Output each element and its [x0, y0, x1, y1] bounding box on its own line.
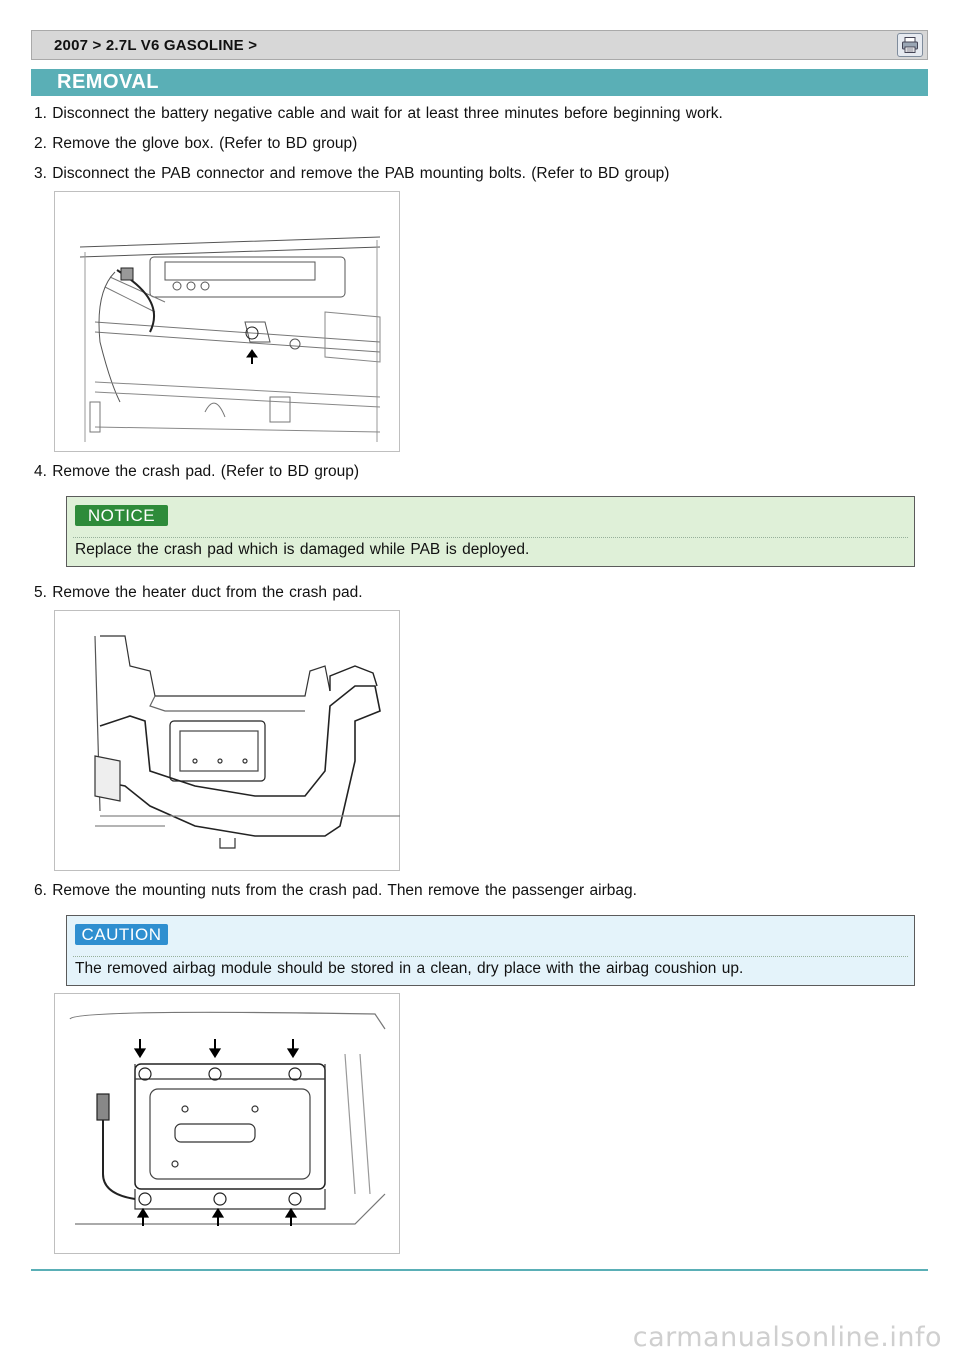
caution-text: The removed airbag module should be stored in a clean, dry place with the airbag coushion up. — [75, 960, 744, 977]
figure-pab-connector — [54, 191, 400, 452]
watermark: carmanualsonline.info — [632, 1322, 942, 1353]
figure-airbag-nuts — [54, 993, 400, 1254]
footer-divider — [31, 1269, 928, 1271]
step-5: 5. Remove the heater duct from the crash pad. — [34, 584, 363, 601]
breadcrumb — [31, 30, 928, 60]
caution-tag — [75, 924, 168, 945]
notice-box — [66, 496, 915, 567]
print-button[interactable] — [897, 33, 923, 57]
breadcrumb-text: 2007 > 2.7L V6 GASOLINE > — [54, 37, 258, 54]
notice-label: NOTICE — [87, 506, 156, 525]
figure-heater-duct — [54, 610, 400, 871]
section-title — [31, 69, 928, 96]
step-2: 2. Remove the glove box. (Refer to BD group) — [34, 135, 358, 152]
caution-divider — [73, 956, 908, 957]
notice-text: Replace the crash pad which is damaged while PAB is deployed. — [75, 541, 530, 558]
notice-divider — [73, 537, 908, 538]
step-1: 1. Disconnect the battery negative cable and wait for at least three minutes before beginning work. — [34, 105, 723, 122]
printer-icon — [901, 36, 919, 54]
step-3: 3. Disconnect the PAB connector and remove the PAB mounting bolts. (Refer to BD group) — [34, 165, 670, 182]
step-4: 4. Remove the crash pad. (Refer to BD group) — [34, 463, 360, 480]
section-title-text: REMOVAL — [57, 71, 160, 93]
caution-box — [66, 915, 915, 986]
notice-tag — [75, 505, 168, 526]
caution-label: CAUTION — [81, 925, 162, 944]
step-6: 6. Remove the mounting nuts from the crash pad. Then remove the passenger airbag. — [34, 882, 637, 899]
